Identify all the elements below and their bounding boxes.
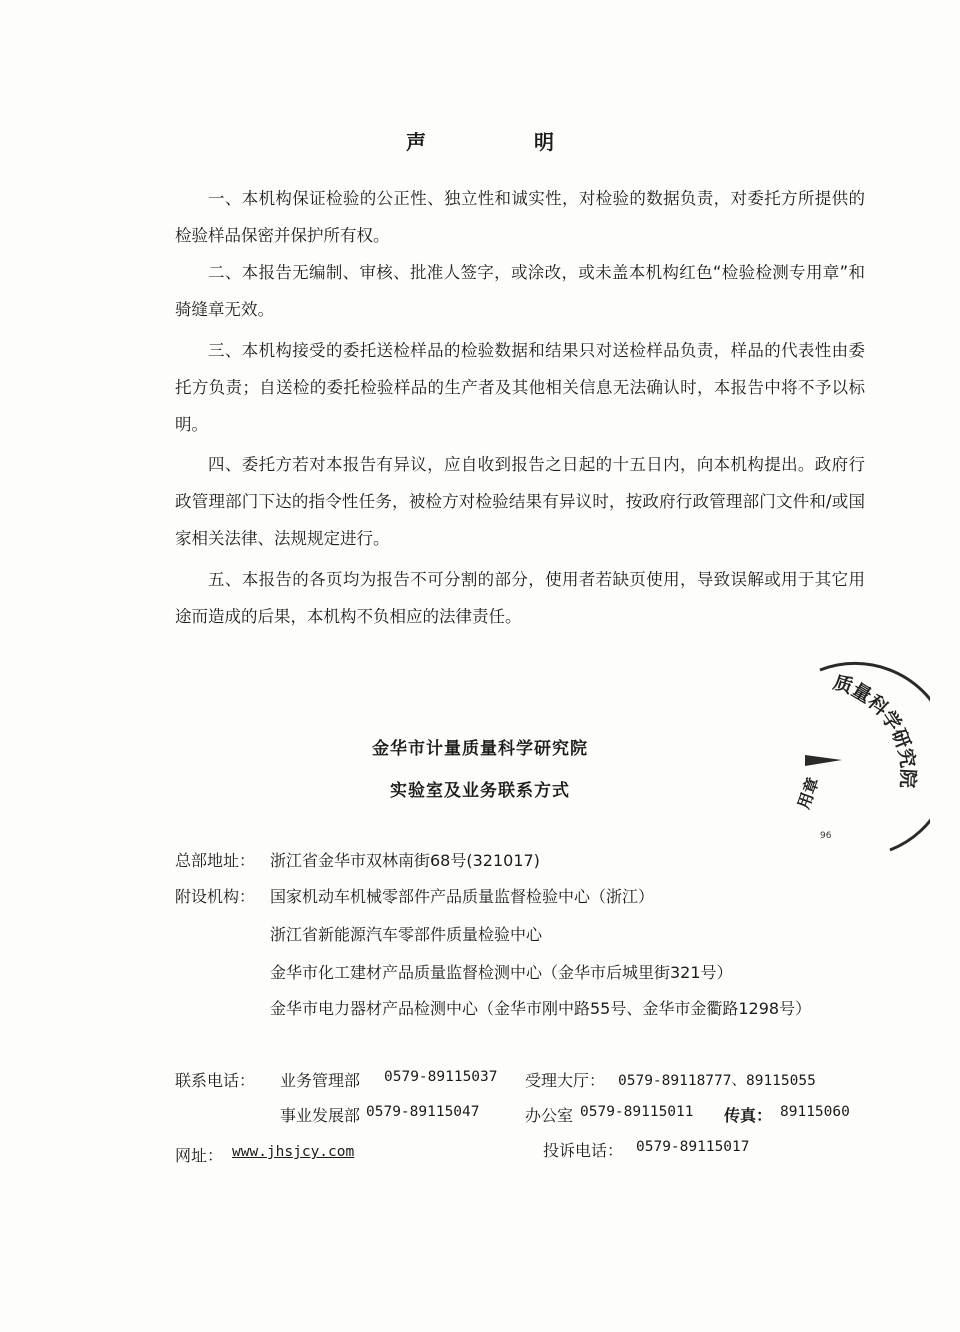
complaint-label: 投诉电话：	[543, 1141, 624, 1160]
declaration-item-5: 五、本报告的各页均为报告不可分割的部分，使用者若缺页使用，导致误解或用于其它用途而造成的后果，本机构不负相应的法律责任。	[175, 570, 865, 626]
affiliates-label: 附设机构：	[175, 887, 256, 906]
seal-text: 质量科学研究院	[830, 671, 919, 789]
declaration-item-3: 三、本机构接受的委托送检样品的检验数据和结果只对送检样品负责，样品的代表性由委托方负责；自送检的委托检验样品的生产者及其他相关信息无法确认时，本报告中将不予以标明。	[175, 341, 865, 434]
hall-phone: 0579-89118777、89115055	[618, 1073, 816, 1089]
dev-dept-label: 事业发展部	[280, 1106, 361, 1125]
hall-label: 受理大厅：	[525, 1071, 606, 1090]
org-name: 金华市计量质量科学研究院	[372, 739, 588, 759]
fax-label: 传真：	[724, 1106, 773, 1125]
website-link[interactable]: www.jhsjcy.com	[232, 1144, 355, 1160]
website-label: 网址：	[175, 1146, 224, 1165]
declaration-item-1: 一、本机构保证检验的公正性、独立性和诚实性，对检验的数据负责，对委托方所提供的检验样品保密并保护所有权。	[175, 189, 865, 245]
business-dept-phone: 0579-89115037	[384, 1069, 498, 1085]
official-seal-stamp	[780, 660, 930, 860]
affiliate-item: 金华市电力器材产品检测中心（金华市刚中路55号、金华市金衢路1298号）	[270, 999, 812, 1018]
complaint-phone: 0579-89115017	[636, 1139, 750, 1155]
affiliate-item: 浙江省新能源汽车零部件质量检验中心	[270, 925, 543, 944]
declaration-item-2: 二、本报告无编制、审核、批准人签字，或涂改，或未盖本机构红色“检验检测专用章”和骑缝章无效。	[175, 263, 865, 319]
hq-address: 浙江省金华市双林南街68号(321017)	[270, 851, 540, 870]
hq-label: 总部地址：	[175, 851, 256, 870]
business-dept-label: 业务管理部	[280, 1071, 361, 1090]
declaration-title: 声 明	[406, 130, 598, 154]
dev-dept-phone: 0579-89115047	[366, 1104, 480, 1120]
seal-number: 96	[820, 831, 832, 841]
declaration-item-4: 四、委托方若对本报告有异议，应自收到报告之日起的十五日内，向本机构提出。政府行政管理部门下达的指令性任务，被检方对检验结果有异议时，按政府行政管理部门文件和/或国家相关法律、法规规定进行。	[175, 455, 865, 548]
fax-number: 89115060	[780, 1104, 850, 1120]
seal-sub-text: 用章	[793, 774, 823, 812]
office-phone: 0579-89115011	[580, 1104, 694, 1120]
phone-label: 联系电话：	[175, 1071, 256, 1090]
contact-subtitle: 实验室及业务联系方式	[390, 781, 570, 801]
office-label: 办公室	[525, 1106, 574, 1125]
affiliate-item: 金华市化工建材产品质量监督检测中心（金华市后城里街321号）	[270, 963, 733, 982]
affiliate-item: 国家机动车机械零部件产品质量监督检验中心（浙江）	[270, 887, 655, 906]
